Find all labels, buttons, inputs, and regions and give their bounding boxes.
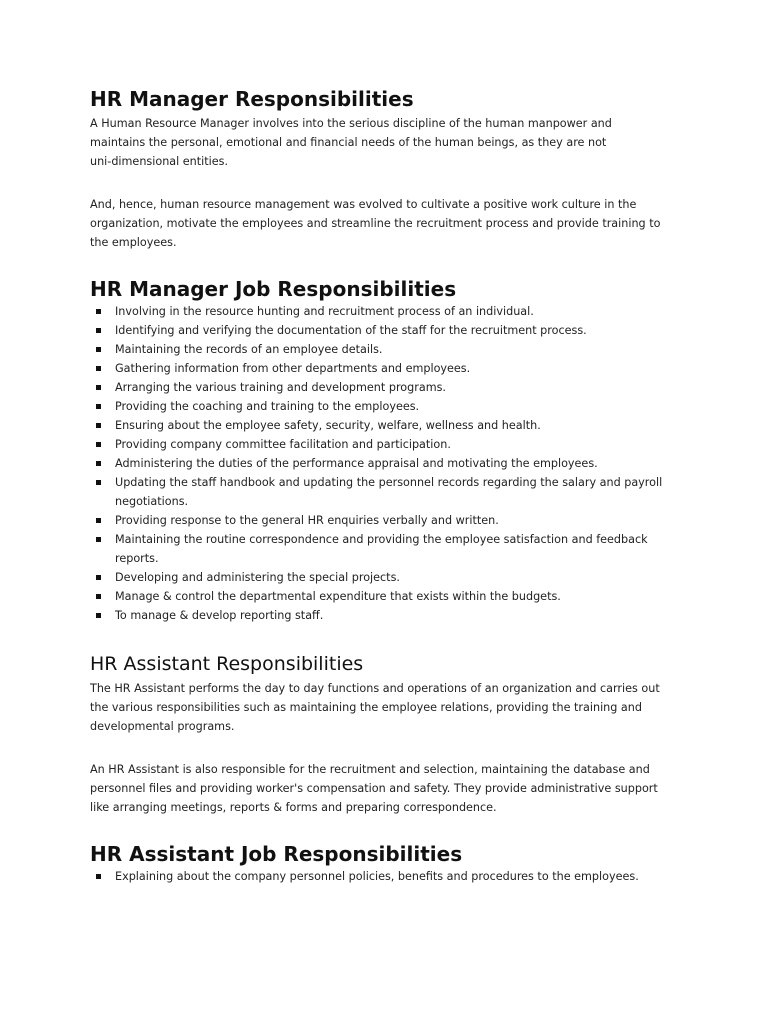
- list-item: To manage & develop reporting staff.: [70, 606, 690, 625]
- bullet-icon: [96, 442, 101, 447]
- paragraph-manager-hence: And, hence, human resource management was evolved to cultivate a positive work culture in the organization, motivate the employees and streamline the recruitment process and provide training to the employees.: [90, 198, 661, 249]
- section-title-hr-assistant: HR Assistant Responsibilities: [90, 653, 364, 675]
- bullet-icon: [96, 874, 101, 879]
- section-title-hr-manager-job: HR Manager Job Responsibilities: [90, 277, 457, 301]
- bullet-icon: [96, 366, 101, 371]
- list-item: Providing company committee facilitation and participation.: [70, 435, 690, 454]
- bullet-icon: [96, 461, 101, 466]
- bullet-icon: [96, 613, 101, 618]
- list-item: Gathering information from other departments and employees.: [70, 359, 690, 378]
- bullet-icon: [96, 423, 101, 428]
- bullet-icon: [96, 575, 101, 580]
- bullet-icon: [96, 480, 101, 485]
- paragraph-assistant-also: An HR Assistant is also responsible for the recruitment and selection, maintaining the database and personnel files and providing worker's compensation and safety. They provide administrative support like arranging meetings, reports & forms and preparing correspondence.: [90, 763, 658, 814]
- paragraph-assistant-intro: The HR Assistant performs the day to day functions and operations of an organization and carries out the various responsibilities such as maintaining the employee relations, providing the training and developmental programs.: [90, 682, 660, 733]
- list-item: Maintaining the routine correspondence and providing the employee satisfaction and feedback reports.: [70, 530, 655, 568]
- list-item: Ensuring about the employee safety, security, welfare, wellness and health.: [70, 416, 690, 435]
- bullet-icon: [96, 309, 101, 314]
- list-item: Maintaining the records of an employee details.: [70, 340, 690, 359]
- section-title-hr-assistant-job: HR Assistant Job Responsibilities: [90, 842, 463, 866]
- list-item: Involving in the resource hunting and recruitment process of an individual.: [70, 302, 690, 321]
- bullet-icon: [96, 404, 101, 409]
- list-item: Explaining about the company personnel policies, benefits and procedures to the employees.: [70, 867, 690, 886]
- list-item: Providing the coaching and training to the employees.: [70, 397, 690, 416]
- list-item: Administering the duties of the performance appraisal and motivating the employees.: [70, 454, 690, 473]
- bullet-icon: [96, 518, 101, 523]
- bullet-icon: [96, 385, 101, 390]
- section-title-hr-manager: HR Manager Responsibilities: [90, 87, 414, 111]
- bullet-icon: [96, 328, 101, 333]
- list-manager-job-responsibilities: [90, 302, 690, 625]
- list-item: Identifying and verifying the documentation of the staff for the recruitment process.: [70, 321, 690, 340]
- list-item: Updating the staff handbook and updating the personnel records regarding the salary and payroll negotiations.: [70, 473, 663, 511]
- paragraph-manager-intro: A Human Resource Manager involves into the serious discipline of the human manpower and maintains the personal, emotional and financial needs of the human beings, as they are not uni-dimensional entities.: [90, 117, 612, 168]
- bullet-icon: [96, 594, 101, 599]
- bullet-icon: [96, 537, 101, 542]
- list-item: Providing response to the general HR enquiries verbally and written.: [70, 511, 690, 530]
- list-item: Arranging the various training and development programs.: [70, 378, 690, 397]
- list-item: Manage & control the departmental expenditure that exists within the budgets.: [70, 587, 690, 606]
- document-page: [90, 86, 690, 886]
- list-item: Developing and administering the special projects.: [70, 568, 690, 587]
- bullet-icon: [96, 347, 101, 352]
- list-assistant-job-responsibilities: [90, 867, 690, 886]
